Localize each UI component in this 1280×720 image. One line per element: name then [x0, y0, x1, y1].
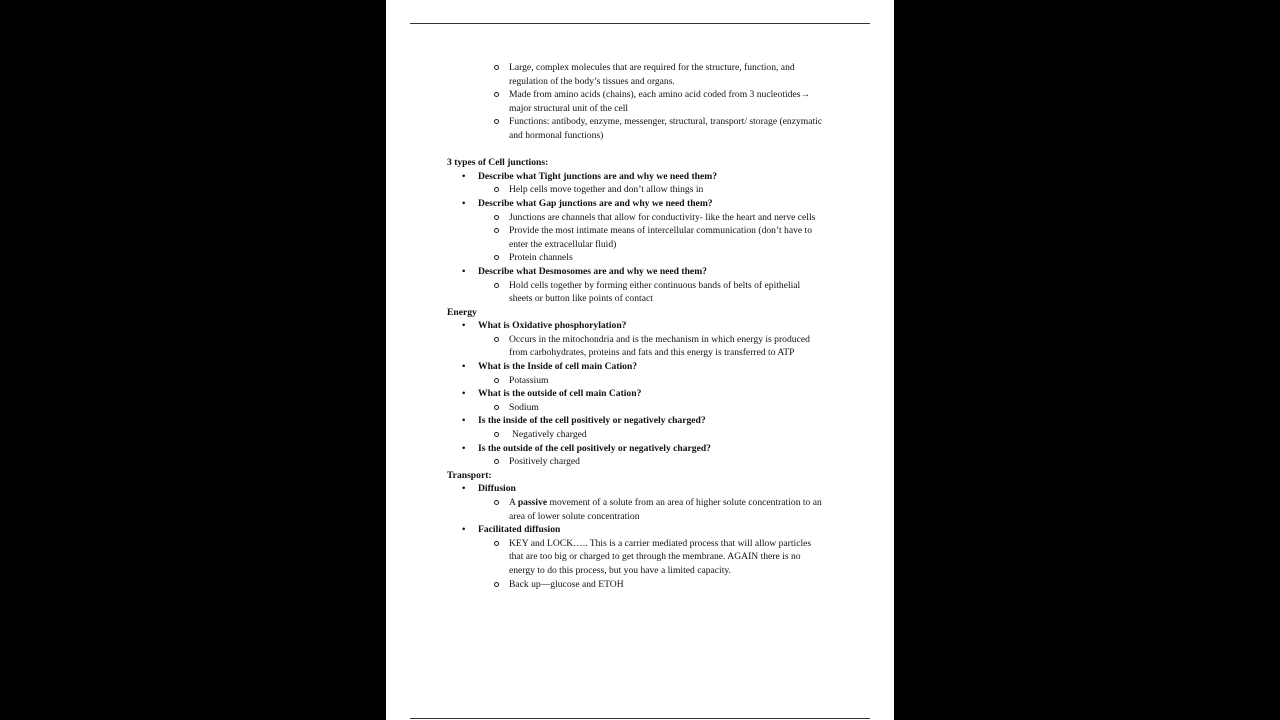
hollow-bullet-icon	[494, 432, 499, 437]
question-inside-cation: • What is the Inside of cell main Cation?	[462, 361, 638, 373]
bullet-icon: •	[462, 320, 466, 332]
list-item: Occurs in the mitochondria and is the mechanism in which energy is produced	[386, 333, 894, 347]
list-item-continuation: area of lower solute concentration	[509, 510, 640, 522]
section-heading-cell-junctions: 3 types of Cell junctions:	[447, 157, 549, 169]
list-item-continuation: from carbohydrates, proteins and fats and this energy is transferred to ATP	[509, 347, 795, 359]
bullet-icon: •	[462, 361, 466, 373]
document-content	[386, 61, 894, 591]
list-item: KEY and LOCK….. This is a carrier mediated process that will allow particles	[386, 537, 894, 551]
list-item: Help cells move together and don’t allow things in	[386, 183, 894, 197]
footer-rule	[410, 718, 870, 719]
list-item-continuation: regulation of the body’s tissues and organs.	[509, 75, 675, 87]
bullet-icon: •	[462, 415, 466, 427]
bullet-icon: •	[462, 265, 466, 277]
list-item: Large, complex molecules that are required for the structure, function, and	[386, 61, 894, 75]
question-outside-charge: • Is the outside of the cell positively or negatively charged?	[462, 442, 711, 454]
spacer	[386, 143, 894, 157]
list-item-continuation: major structural unit of the cell	[509, 102, 629, 114]
header-rule	[410, 23, 870, 24]
hollow-bullet-icon	[494, 228, 499, 233]
list-item: Provide the most intimate means of intercellular communication (don’t have to	[386, 224, 894, 238]
question-gap-junctions: • Describe what Gap junctions are and why we need them?	[462, 197, 713, 209]
hollow-bullet-icon	[494, 378, 499, 383]
topic-diffusion: • Diffusion	[462, 483, 516, 495]
hollow-bullet-icon	[494, 92, 499, 97]
document-page	[386, 0, 894, 720]
hollow-bullet-icon	[494, 65, 499, 70]
list-item: Negatively charged	[386, 428, 894, 442]
question-desmosomes: • Describe what Desmosomes are and why we need them?	[462, 265, 707, 277]
hollow-bullet-icon	[494, 500, 499, 505]
hollow-bullet-icon	[494, 405, 499, 410]
section-heading-energy: Energy	[447, 306, 477, 318]
hollow-bullet-icon	[494, 255, 499, 260]
list-item-continuation: sheets or button like points of contact	[509, 293, 653, 305]
question-oxidative-phosphorylation: • What is Oxidative phosphorylation?	[462, 320, 627, 332]
section-heading-transport: Transport:	[447, 469, 492, 481]
list-item: Functions: antibody, enzyme, messenger, structural, transport/ storage (enzymatic	[386, 115, 894, 129]
hollow-bullet-icon	[494, 337, 499, 342]
question-outside-cation: • What is the outside of cell main Cation?	[462, 388, 642, 400]
bullet-icon: •	[462, 442, 466, 454]
list-item: Junctions are channels that allow for conductivity- like the heart and nerve cells	[386, 211, 894, 225]
hollow-bullet-icon	[494, 459, 499, 464]
bullet-icon: •	[462, 524, 466, 536]
topic-facilitated-diffusion: • Facilitated diffusion	[462, 524, 561, 536]
bullet-icon: •	[462, 170, 466, 182]
list-item: Back up—glucose and ETOH	[386, 578, 894, 592]
hollow-bullet-icon	[494, 582, 499, 587]
list-item-continuation: and hormonal functions)	[509, 129, 604, 141]
bullet-icon: •	[462, 197, 466, 209]
hollow-bullet-icon	[494, 541, 499, 546]
list-item: Hold cells together by forming either continuous bands of belts of epithelial	[386, 279, 894, 293]
hollow-bullet-icon	[494, 215, 499, 220]
list-item: Potassium	[386, 374, 894, 388]
bullet-icon: •	[462, 388, 466, 400]
list-item-continuation: enter the extracellular fluid)	[509, 238, 617, 250]
list-item: A passive movement of a solute from an area of higher solute concentration to an	[386, 496, 894, 510]
question-inside-charge: • Is the inside of the cell positively or negatively charged?	[462, 415, 706, 427]
list-item-continuation: that are too big or charged to get through the membrane. AGAIN there is no	[509, 551, 801, 563]
hollow-bullet-icon	[494, 119, 499, 124]
hollow-bullet-icon	[494, 187, 499, 192]
question-tight-junctions: • Describe what Tight junctions are and why we need them?	[462, 170, 718, 182]
list-item-continuation: energy to do this process, but you have a limited capacity.	[509, 564, 731, 576]
list-item: Protein channels	[386, 251, 894, 265]
list-item: Made from amino acids (chains), each amino acid coded from 3 nucleotides→	[386, 88, 894, 102]
bullet-icon: •	[462, 483, 466, 495]
list-item: Positively charged	[386, 455, 894, 469]
hollow-bullet-icon	[494, 283, 499, 288]
list-item: Sodium	[386, 401, 894, 415]
